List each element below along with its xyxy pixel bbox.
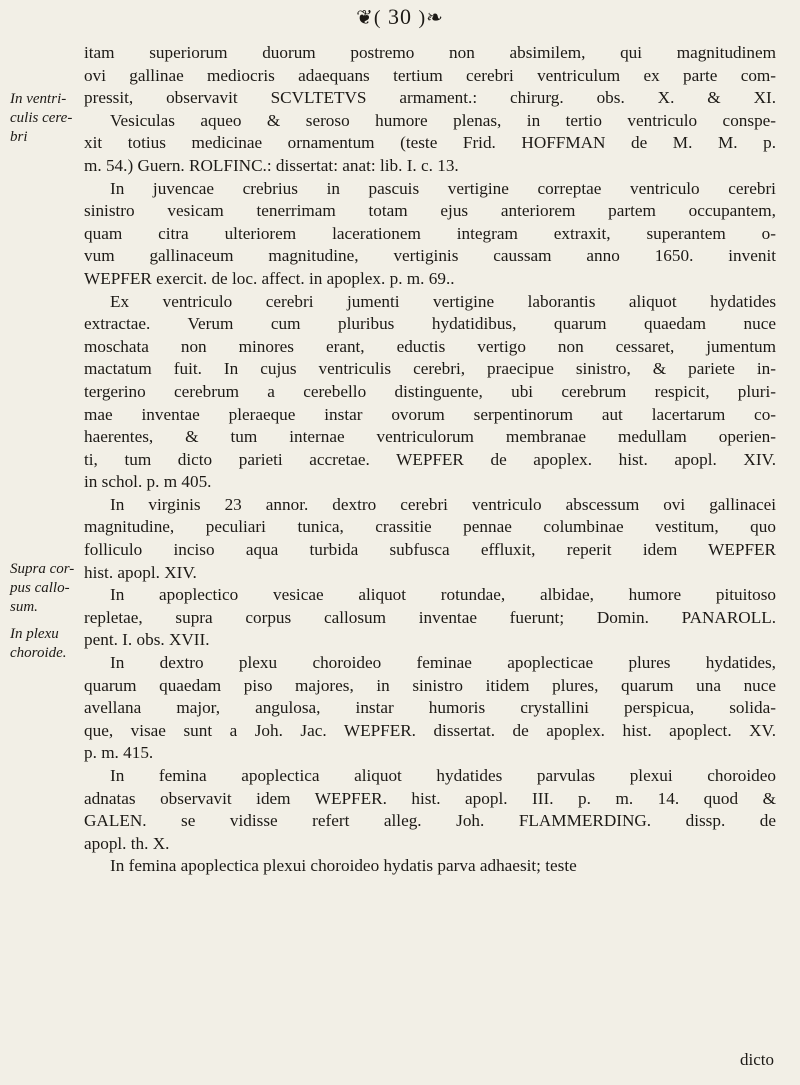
text-line: hist. apopl. XIV.	[84, 562, 197, 582]
text-line: adnatas observavit idem WEPFER. hist. apopl. III. p. m. 14. quod &	[84, 788, 776, 808]
text-line: repletae, supra corpus callosum inventae fuerunt; Domin. PANAROLL.	[84, 607, 776, 627]
paragraph	[84, 178, 776, 291]
text-line: extractae. Verum cum pluribus hydatidibus, quarum quaedam nuce	[84, 314, 776, 334]
margin-note-corpus-callosum: Supra cor-pus callo-sum.	[10, 561, 75, 615]
text-line: folliculo inciso aqua turbida subfusca effluxit, reperit idem WEPFER	[84, 540, 776, 560]
text-line: quam citra ulteriorem lacerationem integram extraxit, superantem o-	[84, 223, 776, 243]
text-line: xit totius medicinae ornamentum (teste Frid. HOFFMAN de M. M. p.	[84, 133, 776, 153]
ornament-left: ❦(	[356, 7, 382, 29]
main-text	[84, 42, 776, 878]
text-line: quarum quaedam piso majores, in sinistro itidem plures, quarum una nuce	[84, 675, 776, 695]
text-line: itam superiorum duorum postremo non absimilem, qui magnitudinem	[84, 43, 776, 62]
text-line: avellana major, angulosa, instar humoris crystallini perspicua, solida-	[84, 698, 776, 718]
text-line: apopl. th. X.	[84, 833, 170, 853]
paragraph	[84, 765, 776, 855]
page-header	[0, 4, 800, 32]
paragraph	[84, 291, 776, 494]
text-line: In femina apoplectica aliquot hydatides parvulas plexui choroideo	[110, 766, 776, 785]
text-line: WEPFER exercit. de loc. affect. in apoplex. p. m. 69..	[84, 268, 455, 288]
text-line: In virginis 23 annor. dextro cerebri ventriculo abscessum ovi gallinacei	[110, 494, 776, 514]
text-line: GALEN. se vidisse refert alleg. Joh. FLAMMERDING. dissp. de	[84, 811, 776, 831]
text-line: ti, tum dicto parieti accretae. WEPFER de apoplex. hist. apopl. XIV.	[84, 449, 776, 469]
margin-note-plexus-choroideus: In plexu choroide.	[10, 626, 67, 661]
text-line: vum gallinaceum magnitudine, vertiginis caussam anno 1650. invenit	[84, 246, 776, 266]
margin-note-ventriculis: In ventri-culis cere-bri	[10, 91, 73, 145]
paragraph	[84, 855, 776, 878]
paragraph	[84, 584, 776, 652]
text-line: Ex ventriculo cerebri jumenti vertigine laborantis aliquot hydatides	[110, 291, 776, 311]
text-line: haerentes, & tum internae ventriculorum membranae medullam operien-	[84, 427, 776, 447]
page-number: 30	[388, 4, 412, 29]
text-line: mactatum fuit. In cujus ventriculis cerebri, praecipue sinistro, & pariete in-	[84, 359, 776, 379]
text-line: magnitudine, peculiari tunica, crassitie pennae columbinae vestitum, quo	[84, 517, 776, 537]
text-line: m. 54.) Guern. ROLFINC.: dissertat: anat: lib. I. c. 13.	[84, 155, 459, 175]
text-line: sinistro vesicam tenerrimam totam ejus anteriorem partem occupantem,	[84, 201, 776, 221]
text-line: In femina apoplectica plexui choroideo hydatis parva adhaesit; teste	[110, 856, 577, 876]
text-line: In juvencae crebrius in pascuis vertigine correptae ventriculo cerebri	[110, 178, 776, 198]
paragraph	[84, 494, 776, 584]
text-line: ovi gallinae mediocris adaequans tertium cerebri ventriculum ex parte com-	[84, 65, 776, 85]
catchword: dicto	[740, 1050, 774, 1069]
text-line: In apoplectico vesicae aliquot rotundae, albidae, humore pituitoso	[110, 585, 776, 605]
text-line: Vesiculas aqueo & seroso humore plenas, in tertio ventriculo conspe-	[110, 110, 776, 130]
text-line: pressit, observavit SCVLTETVS armament.: chirurg. obs. X. & XI.	[84, 88, 776, 108]
paragraph	[84, 42, 776, 178]
ornament-right: )❧	[418, 7, 444, 29]
text-line: tergerino cerebrum a cerebello distinguente, ubi cerebrum respicit, pluri-	[84, 381, 776, 401]
text-line: mae inventae pleraeque instar ovorum serpentinorum aut lacertarum co-	[84, 404, 776, 424]
text-line: p. m. 415.	[84, 743, 154, 763]
text-line: In dextro plexu choroideo feminae apoplecticae plures hydatides,	[110, 653, 776, 673]
paragraph	[84, 652, 776, 765]
text-line: in schol. p. m 405.	[84, 472, 212, 492]
text-line: moschata non minores erant, eductis vertigo non cessaret, jumentum	[84, 336, 776, 356]
text-line: pent. I. obs. XVII.	[84, 630, 210, 650]
text-line: que, visae sunt a Joh. Jac. WEPFER. dissertat. de apoplex. hist. apoplect. XV.	[84, 720, 776, 740]
